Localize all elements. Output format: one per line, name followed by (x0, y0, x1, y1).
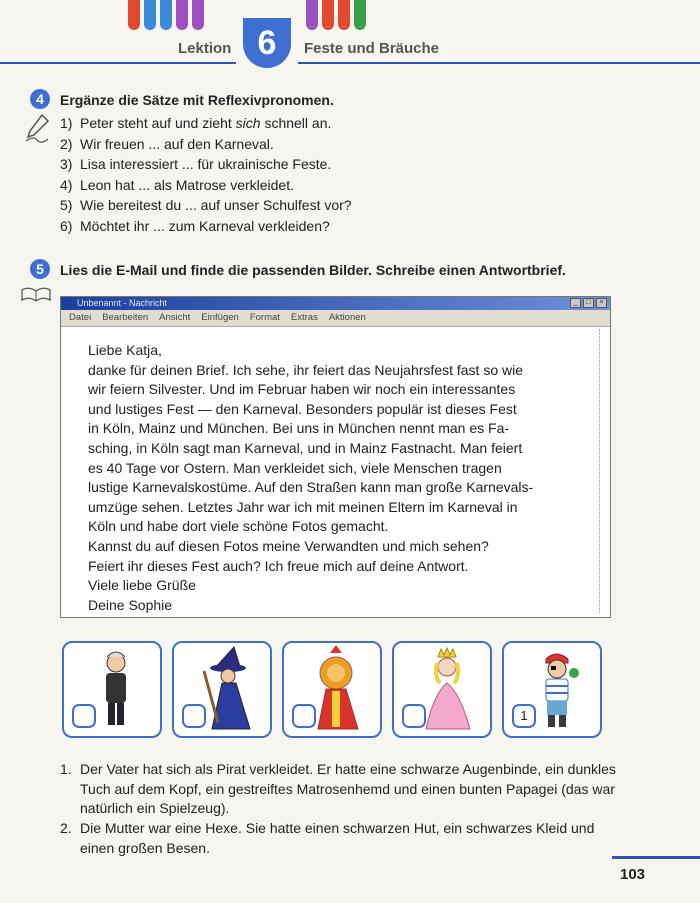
picture-checkbox[interactable] (182, 704, 206, 728)
picture-card-princess (392, 641, 492, 738)
email-window (60, 296, 611, 618)
header-rule-right (298, 62, 700, 64)
stripe (192, 0, 204, 30)
menu-item-bearbeiten[interactable]: Bearbeiten (102, 312, 149, 323)
email-line: danke für deinen Brief. Ich sehe, ihr feiert das Neujahrsfest fast so wie (88, 361, 524, 378)
picture-checkbox[interactable] (292, 704, 316, 728)
picture-checkbox[interactable]: 1 (512, 704, 536, 728)
email-line: Deine Sophie (88, 596, 173, 613)
sentence-number: 5) (60, 197, 73, 213)
description-number: 2. (60, 820, 72, 837)
header-stripes-left (128, 0, 204, 32)
email-menu-bar (61, 310, 610, 327)
email-window-title: Unbenannt - Nachricht (77, 298, 168, 308)
sentence-number: 3) (60, 156, 73, 172)
email-line: Viele liebe Grüße (88, 577, 196, 594)
sentence-5 (60, 195, 352, 216)
stripe (338, 0, 350, 30)
sentence-number: 6) (60, 217, 73, 234)
email-line: Kannst du auf diesen Fotos meine Verwandten und mich sehen? (88, 537, 489, 554)
sentence-emphasis: sich (235, 115, 261, 131)
picture-card-lion (282, 641, 382, 738)
page-number: 103 (620, 866, 646, 883)
picture-card-man (62, 641, 162, 738)
stripe (306, 0, 318, 30)
stripe (354, 0, 366, 30)
email-line: in Köln, Mainz und München. Bei uns in München nennt man es Fa- (88, 420, 510, 437)
email-line: umzüge sehen. Letztes Jahr war ich mit meinen Eltern im Karneval in (88, 498, 518, 515)
task-5-title: Lies die E-Mail und finde die passenden Bilder. Schreibe einen Antwortbrief. (60, 262, 566, 278)
stripe (322, 0, 334, 30)
sentence-text: Möchtet ihr ... zum Karneval verkleiden? (80, 217, 330, 234)
sentence-4 (60, 175, 352, 196)
menu-item-ansicht[interactable]: Ansicht (159, 312, 191, 323)
email-line: wir feiern Silvester. Und im Februar haben wir noch ein interessantes (88, 381, 516, 398)
picture-card-pirate (502, 641, 602, 738)
sentence-text: schnell an. (260, 115, 332, 131)
sentence-text: Lisa interessiert ... für ukrainische Feste. (80, 156, 332, 172)
email-line: Liebe Katja, (88, 342, 162, 358)
lesson-topic: Feste und Bräuche (304, 40, 440, 57)
sentence-6 (60, 216, 352, 237)
email-line: Feiert ihr dieses Fest auch? Ich freue mich auf deine Antwort. (88, 557, 469, 574)
lesson-label: Lektion (178, 40, 232, 57)
email-line: und lustiges Fest — den Karneval. Besonders populär ist dieses Fest (88, 400, 517, 417)
sentence-2 (60, 134, 352, 155)
menu-item-datei[interactable]: Datei (69, 312, 92, 323)
email-line: sching, in Köln sagt man Karneval, und in Mainz Fastnacht. Man feiert (88, 439, 523, 456)
stripe (160, 0, 172, 30)
sentence-number: 1) (60, 115, 73, 131)
description-item-1 (60, 760, 620, 819)
sentence-text: Peter steht auf und zieht (80, 115, 236, 131)
picture-checkbox[interactable] (402, 704, 426, 728)
description-text: Die Mutter war eine Hexe. Sie hatte einen schwarzen Hut, ein schwarzes Kleid und einen großen Besen. (80, 820, 595, 856)
sentence-text: Wir freuen ... auf den Karneval. (80, 135, 274, 152)
email-body (88, 341, 588, 615)
lesson-number-badge: 6 (243, 18, 291, 68)
sentence-3 (60, 154, 352, 175)
open-book-icon (20, 284, 52, 304)
stripe (144, 0, 156, 30)
picture-card-witch (172, 641, 272, 738)
sentence-number: 2) (60, 135, 73, 152)
menu-item-einfuegen[interactable]: Einfügen (201, 312, 239, 323)
task-5-number: 5 (30, 259, 50, 279)
task-4-sentences (60, 113, 352, 236)
menu-item-aktionen[interactable]: Aktionen (328, 312, 366, 323)
email-scrollbar[interactable] (599, 329, 608, 613)
description-item-2 (60, 819, 620, 858)
description-text: Der Vater hat sich als Pirat verkleidet. Er hatte eine schwarze Augenbinde, ein dunkles Tuch auf dem Kopf, ein gestreiftes Matrosenhemd und einen bunten Papagei (das war natürlich ein Spielzeug). (80, 761, 616, 817)
page-number-rule (612, 856, 700, 859)
sentence-text: Leon hat ... als Matrose verkleidet. (80, 176, 294, 193)
menu-item-format[interactable]: Format (249, 312, 280, 323)
maximize-icon[interactable]: □ (583, 298, 594, 308)
sentence-number: 4) (60, 176, 73, 193)
pencil-write-icon (22, 113, 52, 145)
picture-descriptions (60, 760, 620, 859)
sentence-text: Wie bereitest du ... auf unser Schulfest vor? (80, 197, 352, 213)
close-icon[interactable]: × (596, 298, 607, 308)
email-title-bar (61, 297, 610, 310)
email-line: lustige Karnevalskostüme. Auf den Straßen kann man große Karnevals- (88, 479, 534, 496)
task-4-title: Ergänze die Sätze mit Reflexivpronomen. (60, 92, 334, 108)
email-line: es 40 Tage vor Ostern. Man verkleidet sich, viele Menschen tragen (88, 459, 502, 476)
header-rule-left (0, 62, 236, 64)
minimize-icon[interactable]: _ (570, 298, 581, 308)
task-4-number: 4 (30, 89, 50, 109)
stripe (176, 0, 188, 30)
sentence-1 (60, 113, 352, 134)
description-number: 1. (60, 761, 72, 777)
stripe (128, 0, 140, 30)
header-stripes-right (306, 0, 366, 32)
picture-checkbox[interactable] (72, 704, 96, 728)
window-controls (570, 298, 607, 308)
menu-item-extras[interactable]: Extras (290, 312, 318, 323)
email-line: Köln und habe dort viele schöne Fotos gemacht. (88, 518, 389, 535)
